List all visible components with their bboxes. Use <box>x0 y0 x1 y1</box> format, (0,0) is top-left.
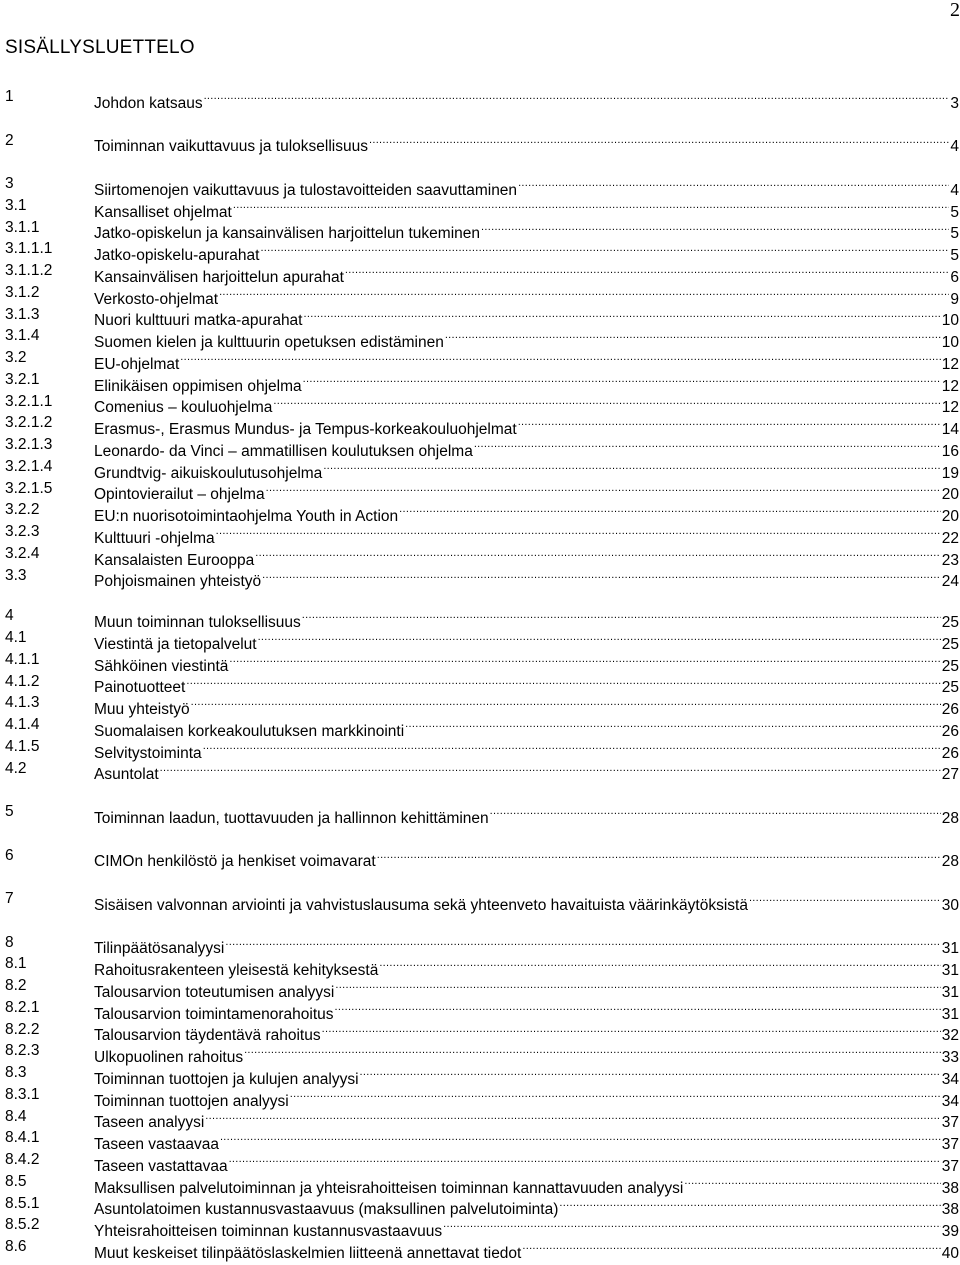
toc-entry-number: 8.6 <box>5 1238 27 1255</box>
dot-leader <box>377 845 941 867</box>
toc-entry[interactable] <box>5 1236 959 1262</box>
toc-entry[interactable] <box>5 953 959 979</box>
toc-title: SISÄLLYSLUETTELO <box>5 37 195 58</box>
toc-entry-number: 4.1.4 <box>5 716 40 733</box>
toc-entry-page: 32 <box>941 1027 959 1045</box>
dot-leader <box>219 282 949 304</box>
toc-entry-title[interactable]: Leonardo- da Vinci – ammatillisen koulutuksen ohjelma <box>94 442 473 460</box>
toc-entry[interactable] <box>5 86 959 112</box>
toc-entry[interactable] <box>5 434 959 460</box>
dot-leader <box>445 325 941 347</box>
toc-entry-page: 26 <box>941 722 959 740</box>
toc-entry-page: 28 <box>941 853 959 871</box>
dot-leader <box>304 304 941 326</box>
toc-entry-title[interactable]: Rahoitusrakenteen yleisestä kehityksestä <box>94 962 379 979</box>
toc-entry-number: 3.2.2 <box>5 501 40 519</box>
toc-entry-page: 3 <box>950 94 959 112</box>
toc-entry-page: 10 <box>941 334 959 351</box>
toc-entry-page: 25 <box>941 614 959 631</box>
toc-entry-title[interactable]: Tilinpäätösanalyysi <box>94 940 225 958</box>
toc-entry-title[interactable]: Kansalaisten Eurooppa <box>94 551 255 569</box>
toc-entry-number: 7 <box>5 890 14 907</box>
toc-entry-title[interactable]: Taseen vastattavaa <box>94 1157 228 1175</box>
toc-entry-page: 30 <box>941 896 959 914</box>
toc-entry-number: 3.2.3 <box>5 523 40 540</box>
dot-leader <box>258 627 941 649</box>
dot-leader <box>262 565 941 587</box>
toc-entry-page: 38 <box>941 1201 959 1219</box>
toc-entry[interactable] <box>5 304 959 330</box>
toc-entry[interactable] <box>5 456 959 482</box>
toc-entry-number: 8 <box>5 933 14 951</box>
toc-entry-number: 8.2 <box>5 977 27 994</box>
toc-entry-title[interactable]: Toiminnan tuottojen analyysi <box>94 1092 289 1110</box>
toc-entry[interactable] <box>5 478 959 504</box>
toc-entry[interactable] <box>5 347 959 373</box>
toc-entry-number: 4.2 <box>5 759 27 777</box>
toc-entry-page: 31 <box>941 1005 959 1023</box>
dot-leader <box>255 543 940 565</box>
toc-entry-number: 8.5.2 <box>5 1216 40 1234</box>
toc-entry-page: 27 <box>941 766 959 784</box>
toc-entry-page: 25 <box>941 635 959 653</box>
dot-leader <box>229 1149 941 1171</box>
toc-entry[interactable] <box>5 605 959 631</box>
toc-entry-number: 3.1.4 <box>5 327 40 345</box>
toc-entry[interactable] <box>5 975 959 1001</box>
toc-entry[interactable] <box>5 932 959 958</box>
toc-entry-title[interactable]: Talousarvion täydentävä rahoitus <box>94 1027 321 1045</box>
toc-entry-title[interactable]: Ulkopuolinen rahoitus <box>94 1049 244 1066</box>
toc-entry-title[interactable]: Talousarvion toteutumisen analyysi <box>94 983 335 1001</box>
dot-leader <box>205 1106 940 1128</box>
toc-entry[interactable] <box>5 997 959 1023</box>
toc-entry-title[interactable]: CIMOn henkilöstö ja henkiset voimavarat <box>94 853 376 871</box>
toc-entry[interactable] <box>5 801 959 827</box>
toc-entry-page: 34 <box>941 1092 959 1110</box>
toc-entry-number: 3.1.1.2 <box>5 262 53 279</box>
toc-entry-page: 12 <box>941 355 959 373</box>
toc-entry-title[interactable]: Taseen analyysi <box>94 1114 205 1132</box>
toc-entry-page: 31 <box>941 983 959 1001</box>
toc-entry[interactable] <box>5 692 959 718</box>
dot-leader <box>160 758 941 780</box>
toc-entry-page: 28 <box>941 809 959 827</box>
toc-entry-number: 3.2.1 <box>5 370 40 388</box>
toc-entry[interactable] <box>5 758 959 784</box>
toc-entry-number: 8.2.3 <box>5 1042 40 1060</box>
toc-entry-title[interactable]: Pohjoismainen yhteistyö <box>94 573 262 591</box>
dot-leader <box>684 1171 940 1193</box>
toc-entry-number: 3.2 <box>5 349 27 366</box>
toc-entry-number: 4.1.3 <box>5 694 40 712</box>
toc-entry[interactable] <box>5 391 959 417</box>
dot-leader <box>322 1019 941 1041</box>
toc-entry-title[interactable]: Toiminnan tuottojen ja kulujen analyysi <box>94 1070 359 1088</box>
toc-entry-page: 37 <box>941 1114 959 1132</box>
toc-entry-page: 33 <box>941 1049 959 1066</box>
toc-entry-title[interactable]: Asuntolatoimen kustannusvastaavuus (maksullinen palvelutoiminta) <box>94 1201 559 1219</box>
dot-leader <box>180 347 940 369</box>
toc-entry-title[interactable]: Suomen kielen ja kulttuurin opetuksen edistäminen <box>94 334 444 351</box>
toc-entry-title[interactable]: Viestintä ja tietopalvelut <box>94 635 257 653</box>
toc-entry-title[interactable]: Siirtomenojen vaikuttavuus ja tulostavoitteiden saavuttaminen <box>94 181 518 199</box>
toc-entry[interactable] <box>5 195 959 221</box>
dot-leader <box>290 1084 941 1106</box>
toc-entry-number: 3.1 <box>5 196 27 214</box>
dot-leader <box>303 369 941 391</box>
toc-entry-title[interactable]: Kulttuuri -ohjelma <box>94 529 215 547</box>
toc-entry-title[interactable]: Maksullisen palvelutoiminnan ja yhteisrahoitteisen toiminnan kannattavuuden analyysi <box>94 1179 684 1197</box>
dot-leader <box>335 975 940 997</box>
dot-leader <box>225 932 940 954</box>
dot-leader <box>490 801 941 823</box>
toc-entry-number: 8.4.2 <box>5 1151 40 1168</box>
dot-leader <box>345 260 949 282</box>
toc-entry-number: 3.2.4 <box>5 544 40 562</box>
toc-entry-number: 4.1.5 <box>5 737 40 755</box>
toc-entry-number: 4.1.1 <box>5 650 40 668</box>
toc-entry-number: 3 <box>5 175 14 192</box>
toc-entry-number: 6 <box>5 846 14 864</box>
toc-entry-page: 20 <box>941 508 959 525</box>
toc-entry-title[interactable]: Yhteisrahoitteisen toiminnan kustannusvastaavuus <box>94 1223 443 1240</box>
toc-entry-number: 1 <box>5 88 14 105</box>
toc-entry-title[interactable]: Sähköinen viestintä <box>94 657 229 675</box>
toc-entry-number: 5 <box>5 803 14 820</box>
dot-leader <box>474 434 941 456</box>
toc-entry-title[interactable]: Opintovierailut – ohjelma <box>94 486 265 504</box>
dot-leader <box>518 412 941 434</box>
dot-leader <box>302 605 941 627</box>
toc-entry[interactable] <box>5 369 959 395</box>
toc-entry-page: 39 <box>941 1223 959 1240</box>
toc-entry-page: 22 <box>941 529 959 547</box>
toc-entry-title[interactable]: Erasmus-, Erasmus Mundus- ja Tempus-korkeakouluohjelmat <box>94 421 517 438</box>
toc-entry-title[interactable]: Toiminnan vaikuttavuus ja tuloksellisuus <box>94 138 368 156</box>
toc-entry-number: 3.2.1.2 <box>5 414 53 432</box>
toc-entry-title[interactable]: Sisäisen valvonnan arviointi ja vahvistuslausuma sekä yhteenveto havaituista väärinkäytöksistä <box>94 896 748 914</box>
dot-leader <box>191 692 941 714</box>
dot-leader <box>379 953 940 975</box>
dot-leader <box>399 499 941 521</box>
toc-entry-page: 5 <box>950 247 959 264</box>
toc-entry-title[interactable]: Comenius – kouluohjelma <box>94 399 273 417</box>
dot-leader <box>522 1236 940 1258</box>
toc-entry-title[interactable]: Nuori kulttuuri matka-apurahat <box>94 312 303 330</box>
toc-entry[interactable] <box>5 1106 959 1132</box>
toc-entry-number: 3.2.1.5 <box>5 479 53 497</box>
toc-entry-number: 3.1.1.1 <box>5 240 53 258</box>
toc-entry-page: 37 <box>941 1157 959 1175</box>
toc-entry-page: 9 <box>950 290 959 308</box>
toc-entry[interactable] <box>5 1062 959 1088</box>
toc-entry-title[interactable]: Jatko-opiskelun ja kansainvälisen harjoittelun tukeminen <box>94 225 481 243</box>
toc-entry-number: 3.2.1.4 <box>5 457 53 475</box>
toc-entry[interactable] <box>5 845 959 871</box>
toc-entry-page: 12 <box>941 377 959 395</box>
toc-entry[interactable] <box>5 736 959 762</box>
toc-entry-number: 8.4 <box>5 1107 27 1125</box>
toc-entry-page: 14 <box>941 421 959 438</box>
dot-leader <box>229 649 940 671</box>
dot-leader <box>335 997 941 1019</box>
toc-entry-number: 8.2.1 <box>5 998 40 1016</box>
toc-entry-number: 3.1.3 <box>5 305 40 323</box>
toc-entry-page: 16 <box>941 442 959 460</box>
toc-entry[interactable] <box>5 565 959 591</box>
dot-leader <box>405 714 941 736</box>
dot-leader <box>233 195 950 217</box>
dot-leader <box>203 736 941 758</box>
toc-entry-page: 10 <box>941 312 959 330</box>
toc-entry-number: 8.2.2 <box>5 1020 40 1038</box>
toc-entry-page: 4 <box>950 138 959 156</box>
toc-entry-page: 20 <box>941 486 959 504</box>
toc-entry-title[interactable]: EU:n nuorisotoimintaohjelma Youth in Action <box>94 508 399 525</box>
toc-entry-title[interactable]: Muut keskeiset tilinpäätöslaskelmien liitteenä annettavat tiedot <box>94 1244 522 1262</box>
dot-leader <box>518 173 949 195</box>
toc-entry-number: 4 <box>5 607 14 625</box>
toc-entry[interactable] <box>5 649 959 675</box>
toc-entry-title[interactable]: Muun toiminnan tuloksellisuus <box>94 614 301 631</box>
dot-leader <box>273 391 940 413</box>
toc-entry-number: 4.1 <box>5 629 27 646</box>
toc-entry[interactable] <box>5 714 959 740</box>
toc-entry-number: 8.3 <box>5 1064 27 1081</box>
toc-entry-page: 25 <box>941 679 959 697</box>
toc-entry-page: 40 <box>941 1244 959 1262</box>
toc-entry[interactable] <box>5 1040 959 1066</box>
toc-entry-title[interactable]: Kansalliset ohjelmat <box>94 203 232 221</box>
toc-entry-page: 26 <box>941 744 959 762</box>
toc-entry-page: 26 <box>941 701 959 718</box>
toc-entry-title[interactable]: Verkosto-ohjelmat <box>94 290 219 308</box>
toc-entry[interactable] <box>5 325 959 351</box>
dot-leader <box>749 888 941 910</box>
toc-entry-title[interactable]: Muu yhteistyö <box>94 701 190 718</box>
dot-leader <box>443 1214 941 1236</box>
toc-entry[interactable] <box>5 1193 959 1219</box>
toc-entry-title[interactable]: Selvitystoiminta <box>94 744 202 762</box>
toc-entry-page: 23 <box>941 551 959 569</box>
dot-leader <box>266 478 941 500</box>
toc-entry[interactable] <box>5 1084 959 1110</box>
toc-entry-page: 31 <box>941 940 959 958</box>
toc-entry[interactable] <box>5 1127 959 1153</box>
toc-entry-number: 8.4.1 <box>5 1129 40 1147</box>
toc-entry[interactable] <box>5 1019 959 1045</box>
dot-leader <box>260 238 949 260</box>
toc-entry-title[interactable]: Painotuotteet <box>94 679 186 697</box>
dot-leader <box>204 86 950 108</box>
dot-leader <box>220 1127 941 1149</box>
dot-leader <box>369 130 949 152</box>
table-of-contents <box>5 86 959 1262</box>
toc-entry-page: 12 <box>941 399 959 417</box>
dot-leader <box>216 521 941 543</box>
toc-entry-title[interactable]: EU-ohjelmat <box>94 355 180 373</box>
dot-leader <box>360 1062 941 1084</box>
toc-entry-title[interactable]: Talousarvion toimintamenorahoitus <box>94 1005 334 1023</box>
toc-entry[interactable] <box>5 521 959 547</box>
toc-entry[interactable] <box>5 130 959 156</box>
toc-entry-number: 8.3.1 <box>5 1085 40 1103</box>
toc-entry-page: 31 <box>941 962 959 979</box>
toc-entry[interactable] <box>5 888 959 914</box>
toc-entry-number: 3.2.1.1 <box>5 392 53 410</box>
toc-entry-page: 34 <box>941 1070 959 1088</box>
toc-entry-number: 3.2.1.3 <box>5 436 53 453</box>
toc-entry-number: 8.5 <box>5 1172 27 1190</box>
toc-entry-page: 25 <box>941 657 959 675</box>
toc-entry[interactable] <box>5 282 959 308</box>
dot-leader <box>186 671 940 693</box>
toc-entry-title[interactable]: Grundtvig- aikuiskoulutusohjelma <box>94 464 323 482</box>
toc-entry-title[interactable]: Suomalaisen korkeakoulutuksen markkinointi <box>94 722 405 740</box>
dot-leader <box>323 456 940 478</box>
toc-entry-title[interactable]: Asuntolat <box>94 766 159 784</box>
toc-entry-title[interactable]: Johdon katsaus <box>94 94 203 112</box>
toc-entry-title[interactable]: Kansainvälisen harjoittelun apurahat <box>94 268 344 286</box>
dot-leader <box>244 1040 941 1062</box>
toc-entry-number: 8.5.1 <box>5 1194 40 1212</box>
toc-entry[interactable] <box>5 1171 959 1197</box>
dot-leader <box>559 1193 940 1215</box>
toc-entry[interactable] <box>5 260 959 286</box>
toc-entry-number: 8.1 <box>5 955 27 973</box>
toc-entry[interactable] <box>5 627 959 653</box>
toc-entry-number: 4.1.2 <box>5 672 40 690</box>
toc-entry[interactable] <box>5 173 959 199</box>
toc-entry-page: 38 <box>941 1179 959 1197</box>
page-number: 2 <box>950 0 960 21</box>
toc-entry[interactable] <box>5 217 959 243</box>
toc-entry-page: 4 <box>950 181 959 199</box>
toc-entry[interactable] <box>5 1149 959 1175</box>
toc-entry-page: 24 <box>941 573 959 591</box>
toc-entry-page: 6 <box>950 268 959 286</box>
toc-entry-title[interactable]: Jatko-opiskelu-apurahat <box>94 247 260 264</box>
toc-entry[interactable] <box>5 543 959 569</box>
toc-entry[interactable] <box>5 238 959 264</box>
toc-entry-page: 5 <box>950 225 959 243</box>
toc-entry-title[interactable]: Elinikäisen oppimisen ohjelma <box>94 377 302 395</box>
dot-leader <box>481 217 949 239</box>
toc-entry-title[interactable]: Toiminnan laadun, tuottavuuden ja hallinnon kehittäminen <box>94 809 489 827</box>
toc-entry[interactable] <box>5 499 959 525</box>
toc-entry-number: 3.1.2 <box>5 283 40 301</box>
toc-entry[interactable] <box>5 671 959 697</box>
toc-entry-number: 2 <box>5 131 14 149</box>
toc-entry-page: 5 <box>950 203 959 221</box>
toc-entry-number: 3.3 <box>5 566 27 584</box>
toc-entry[interactable] <box>5 412 959 438</box>
toc-entry[interactable] <box>5 1214 959 1240</box>
toc-entry-title[interactable]: Taseen vastaavaa <box>94 1136 219 1153</box>
toc-entry-page: 19 <box>941 464 959 482</box>
toc-entry-number: 3.1.1 <box>5 218 40 236</box>
toc-entry-page: 37 <box>941 1136 959 1153</box>
